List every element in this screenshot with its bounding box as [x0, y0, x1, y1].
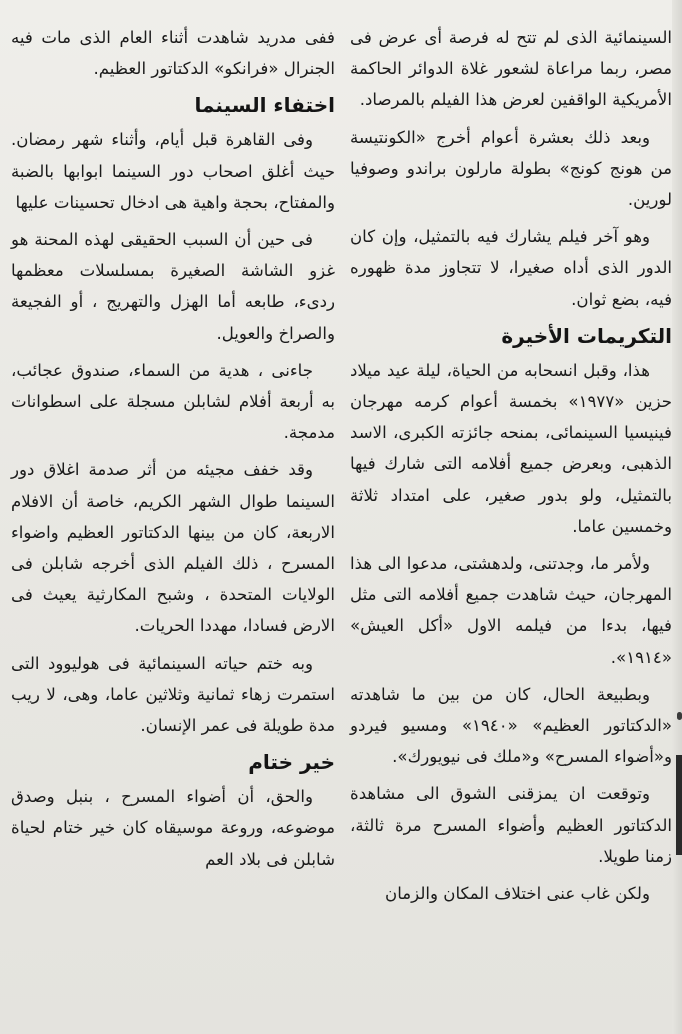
- paragraph: وتوقعت ان يمزقنى الشوق الى مشاهدة الدكتاتور العظيم وأضواء المسرح مرة ثالثة، زمنا طويلا.: [350, 784, 672, 866]
- section-heading: اختفاء السينما: [194, 93, 335, 118]
- right-column: [350, 0, 672, 1034]
- paragraph: فى حين أن السبب الحقيقى لهذه المحنة هو غزو الشاشة الصغيرة بمسلسلات معظمها ردىء، طابعه أما الهزل والتهريج ، أو الفجيعة والصراخ والعويل.: [11, 230, 335, 343]
- paragraph: وبطبيعة الحال، كان من بين ما شاهدته «الدكتاتور العظيم» «١٩٤٠» ومسيو فيردو و«أضواء المسرح» و«ملك فى نيويورك».: [350, 684, 672, 767]
- binding-hole: [677, 712, 682, 720]
- paragraph: وبعد ذلك بعشرة أعوام أخرج «الكونتيسة من هونج كونج» بطولة مارلون براندو وصوفيا لورين.: [350, 127, 672, 210]
- edge-tab-marker: [676, 755, 682, 855]
- paragraph: وبه ختم حياته السينمائية فى هوليوود التى استمرت زهاء ثمانية وثلاثين عاما، وهى، لا ريب مدة طويلة فى عمر الإنسان.: [11, 653, 335, 736]
- left-column: [11, 0, 335, 1034]
- section-heading: خير ختام: [248, 750, 335, 775]
- paragraph: السينمائية الذى لم تتح له فرصة أى عرض فى مصر، ربما مراعاة لشعور غلاة الدوائر الحاكمة الأمريكية الواقفين لعرض هذا الفيلم بالمرصاد.: [350, 28, 672, 110]
- paragraph: هذا، وقبل انسحابه من الحياة، ليلة عيد ميلاد حزين «١٩٧٧» بخمسة أعوام كرمه مهرجان فينيسيا السينمائى، بمنحه جائزته الكبرى، الاسد الذهبى، وبعرض جميع أفلامه التى شارك فيها بالتمثيل، ولو بدور صغير، على امتداد ثلاثة وخمسين عاما.: [350, 360, 672, 536]
- paragraph: ففى مدريد شاهدت أثناء العام الذى مات فيه الجنرال «فرانكو» الدكتاتور العظيم.: [11, 28, 335, 79]
- section-heading: التكريمات الأخيرة: [501, 323, 672, 348]
- paragraph: وفى القاهرة قبل أيام، وأثناء شهر رمضان. حيث أغلق اصحاب دور السينما ابوابها بالضبة والمفتاح، بحجة واهية هى ادخال تحسينات عليها: [11, 130, 335, 212]
- paragraph: جاءنى ، هدية من السماء، صندوق عجائب، به أربعة أفلام لشابلن مسجلة على اسطوانات مدمجة.: [11, 360, 335, 443]
- paragraph: وقد خفف مجيئه من أثر صدمة اغلاق دور السينما طوال الشهر الكريم، خاصة أن الافلام الاربعة، كان من بينها الدكتاتور العظيم واضواء المسرح ، ذلك الفيلم الذى أخرجه شابلن فى الولايات المتحدة ، وشبح المكارثية يعيث فى الارض فسادا، مهددا الحريات.: [11, 460, 335, 636]
- page-edge: [672, 0, 682, 1034]
- paragraph: ولأمر ما، وجدتنى، ولدهشتى، مدعوا الى هذا المهرجان، حيث شاهدت جميع أفلامه التى مثل فيها، بدءا من فيلمه الاول «أكل العيش» «١٩١٤».: [350, 554, 672, 667]
- paragraph: ولكن غاب عنى اختلاف المكان والزمان: [385, 884, 650, 904]
- paragraph: وهو آخر فيلم يشارك فيه بالتمثيل، وإن كان الدور الذى أداه صغيرا، لا تتجاوز مدة ظهوره فيه، بضع ثوان.: [350, 227, 672, 309]
- paragraph: والحق، أن أضواء المسرح ، بنبل وصدق موضوعه، وروعة موسيقاه كان خير ختام لحياة شابلن فى بلاد العم: [11, 787, 335, 869]
